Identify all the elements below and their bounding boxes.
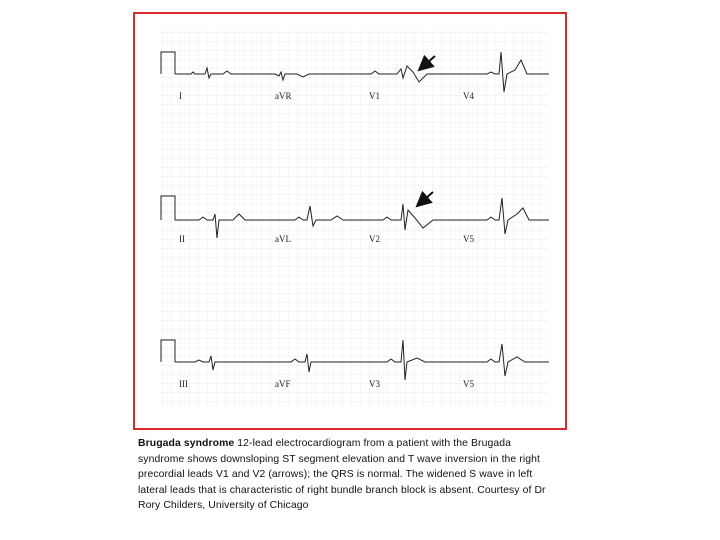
ecg-tracing (135, 14, 565, 428)
figure-caption (138, 436, 558, 514)
lead-label-iii: III (179, 379, 188, 389)
lead-label-ii: II (179, 234, 185, 244)
lead-label-v4: V4 (463, 91, 474, 101)
lead-label-i: I (179, 91, 182, 101)
lead-label-v5-row3: V5 (463, 379, 474, 389)
ecg-grid (159, 28, 549, 408)
ecg-figure-frame (133, 12, 567, 430)
caption-body: 12-lead electrocardiogram from a patient with the Brugada syndrome shows downsloping ST segment elevation and T wave inversion in the right precordial leads V1 and V2 (arrows); the QRS is normal. The widened S wave in left lateral leads that is characteristic of right bundle branch block is absent. Courtesy of Dr Rory Childers, University of Chicago (138, 438, 546, 512)
lead-label-v2: V2 (369, 234, 380, 244)
lead-label-avf: aVF (275, 379, 291, 389)
lead-label-v3: V3 (369, 379, 380, 389)
lead-label-v5: V5 (463, 234, 474, 244)
lead-label-avl: aVL (275, 234, 291, 244)
lead-label-avr: aVR (275, 91, 292, 101)
caption-title: Brugada syndrome (138, 438, 235, 449)
lead-label-v1: V1 (369, 91, 380, 101)
